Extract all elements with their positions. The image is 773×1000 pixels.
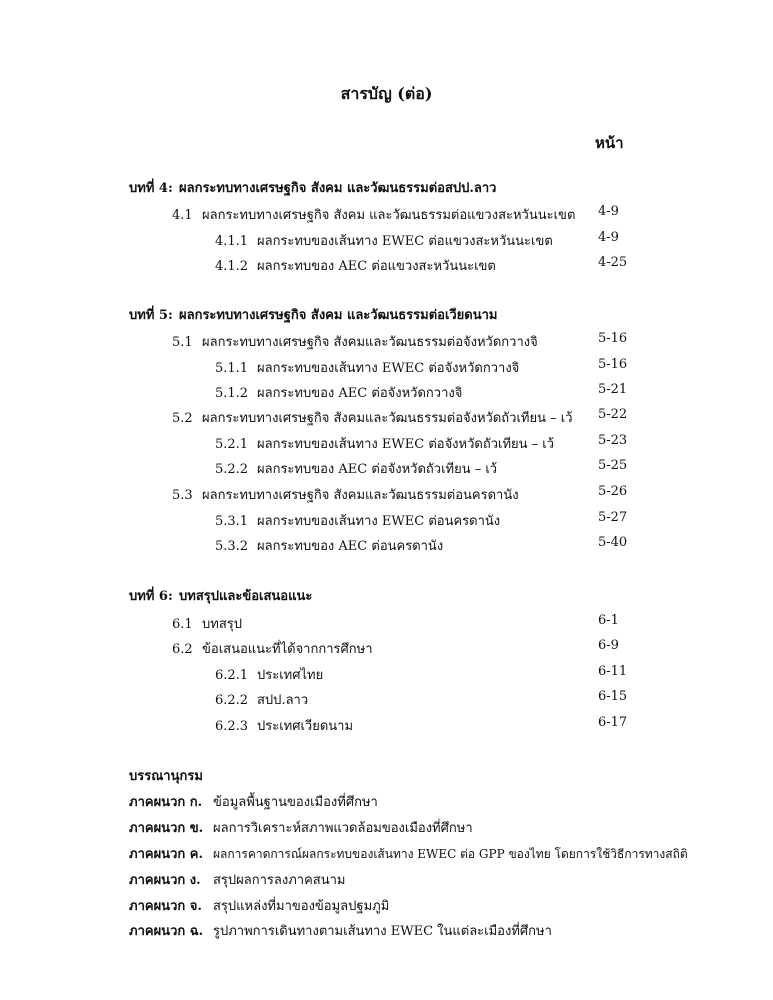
toc-subsection <box>215 510 500 531</box>
bibliography-heading: บรรณานุกรม <box>129 769 203 784</box>
appendix-label: ภาคผนวก ง. <box>129 873 201 888</box>
subsection-title: ผลกระทบของเส้นทาง EWEC ต่อนครดานัง <box>257 514 501 529</box>
appendix-label: ภาคผนวก ฉ. <box>129 924 204 939</box>
page-number: 4-9 <box>598 230 619 245</box>
subsection-title: ประเทศไทย <box>257 668 324 683</box>
appendix-title: สรุปแหล่งที่มาของข้อมูลปฐมภูมิ <box>213 899 390 914</box>
appendix-item <box>129 791 378 812</box>
toc-subsection <box>215 230 553 251</box>
chapter-label: บทที่ 6: <box>129 589 173 604</box>
chapter-title: ผลกระทบทางเศรษฐกิจ สังคม และวัฒนธรรมต่อสปป.ลาว <box>179 181 497 196</box>
subsection-number: 5.3.2 <box>215 539 249 554</box>
section-title: บทสรุป <box>202 617 242 632</box>
page-number: 6-11 <box>598 664 628 679</box>
page-number: 5-22 <box>598 407 628 422</box>
chapter-title: บทสรุปและข้อเสนอแนะ <box>179 589 313 604</box>
chapter-heading <box>129 304 498 325</box>
page-title: สารบัญ (ต่อ) <box>340 84 433 103</box>
page-number: 4-25 <box>598 255 628 270</box>
subsection-title: ประเทศเวียดนาม <box>257 719 354 734</box>
toc-subsection <box>215 715 353 736</box>
toc-subsection <box>215 535 443 556</box>
subsection-number: 4.1.2 <box>215 259 249 274</box>
chapter-title: ผลกระทบทางเศรษฐกิจ สังคม และวัฒนธรรมต่อเวียดนาม <box>179 308 498 323</box>
appendix-item <box>129 895 389 916</box>
toc-subsection <box>215 255 496 276</box>
subsection-title: ผลกระทบของ AEC ต่อนครดานัง <box>257 539 444 554</box>
toc-subsection <box>215 382 462 403</box>
toc-section <box>172 407 573 428</box>
section-title: ผลกระทบทางเศรษฐกิจ สังคมและวัฒนธรรมต่อจังหวัดกวางจิ <box>202 335 538 350</box>
chapter-label: บทที่ 4: <box>129 181 173 196</box>
page-number: 5-25 <box>598 458 628 473</box>
chapter-heading <box>129 177 496 198</box>
subsection-number: 5.2.1 <box>215 437 249 452</box>
section-number: 5.1 <box>172 335 193 350</box>
subsection-title: สปป.ลาว <box>257 693 309 708</box>
section-title: ผลกระทบทางเศรษฐกิจ สังคม และวัฒนธรรมต่อแขวงสะหวันนะเขต <box>202 208 576 223</box>
subsection-title: ผลกระทบของ AEC ต่อจังหวัดกวางจิ <box>257 386 463 401</box>
appendix-item <box>129 817 473 838</box>
toc-subsection <box>215 664 323 685</box>
toc-section <box>172 613 242 634</box>
subsection-title: ผลกระทบของเส้นทาง EWEC ต่อแขวงสะหวันนะเขต <box>257 234 553 249</box>
page-number: 5-26 <box>598 484 628 499</box>
subsection-title: ผลกระทบของเส้นทาง EWEC ต่อจังหวัดกวางจิ <box>257 361 520 376</box>
appendix-label: ภาคผนวก ก. <box>129 795 203 810</box>
subsection-number: 5.1.1 <box>215 361 249 376</box>
toc-section <box>172 204 575 225</box>
toc-subsection <box>215 458 497 479</box>
page-number: 4-9 <box>598 204 619 219</box>
page-column-header: หน้า <box>595 134 624 152</box>
appendix-title: สรุปผลการลงภาคสนาม <box>213 873 346 888</box>
subsection-title: ผลกระทบของ AEC ต่อจังหวัดถัวเทียน – เว้ <box>257 462 498 477</box>
toc-section <box>172 331 538 352</box>
page-number: 6-9 <box>598 638 619 653</box>
appendix-label: ภาคผนวก ข. <box>129 821 204 836</box>
subsection-number: 5.2.2 <box>215 462 249 477</box>
appendix-item <box>129 843 688 864</box>
toc-subsection <box>215 433 554 454</box>
appendix-item <box>129 869 345 890</box>
subsection-title: ผลกระทบของเส้นทาง EWEC ต่อจังหวัดถัวเทียน – เว้ <box>257 437 555 452</box>
subsection-number: 4.1.1 <box>215 234 249 249</box>
section-number: 6.2 <box>172 642 193 657</box>
section-number: 4.1 <box>172 208 193 223</box>
subsection-number: 6.2.1 <box>215 668 249 683</box>
subsection-number: 5.3.1 <box>215 514 249 529</box>
page-number: 5-16 <box>598 357 628 372</box>
chapter-label: บทที่ 5: <box>129 308 173 323</box>
subsection-number: 5.1.2 <box>215 386 249 401</box>
subsection-number: 6.2.2 <box>215 693 249 708</box>
page-number: 5-40 <box>598 535 628 550</box>
appendix-title: ผลการคาดการณ์ผลกระทบของเส้นทาง EWEC ต่อ GPP ของไทย โดยการใช้วิธีการทางสถิติ <box>213 847 688 861</box>
section-number: 6.1 <box>172 617 193 632</box>
appendix-title: ผลการวิเคราะห์สภาพแวดล้อมของเมืองที่ศึกษา <box>213 821 473 836</box>
appendix-label: ภาคผนวก จ. <box>129 899 202 914</box>
section-number: 5.3 <box>172 488 193 503</box>
page-number: 6-15 <box>598 689 628 704</box>
section-title: ผลกระทบทางเศรษฐกิจ สังคมและวัฒนธรรมต่อนครดานัง <box>202 488 519 503</box>
toc-section <box>172 484 519 505</box>
chapter-heading <box>129 585 312 606</box>
subsection-title: ผลกระทบของ AEC ต่อแขวงสะหวันนะเขต <box>257 259 496 274</box>
page-number: 5-27 <box>598 510 628 525</box>
appendix-title: ข้อมูลพื้นฐานของเมืองที่ศึกษา <box>213 795 378 810</box>
toc-section <box>172 638 373 659</box>
subsection-number: 6.2.3 <box>215 719 249 734</box>
page-number: 5-23 <box>598 433 628 448</box>
page-number: 6-17 <box>598 715 628 730</box>
section-number: 5.2 <box>172 411 193 426</box>
toc-subsection <box>215 357 519 378</box>
appendix-item <box>129 920 552 941</box>
section-title: ผลกระทบทางเศรษฐกิจ สังคมและวัฒนธรรมต่อจังหวัดถัวเทียน – เว้ <box>202 411 573 426</box>
page-number: 6-1 <box>598 613 619 628</box>
appendix-label: ภาคผนวก ค. <box>129 847 203 862</box>
page-number: 5-21 <box>598 382 628 397</box>
page-number: 5-16 <box>598 331 628 346</box>
appendix-title: รูปภาพการเดินทางตามเส้นทาง EWEC ในแต่ละเมืองที่ศึกษา <box>213 924 552 939</box>
section-title: ข้อเสนอแนะที่ได้จากการศึกษา <box>202 642 373 657</box>
toc-subsection <box>215 689 308 710</box>
